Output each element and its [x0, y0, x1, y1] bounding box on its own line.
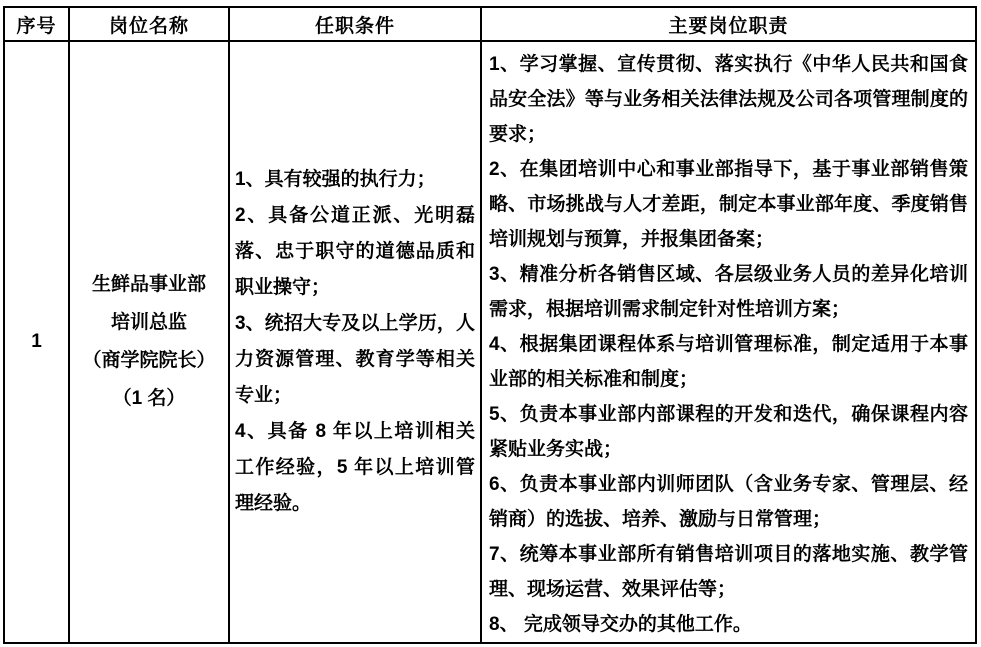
position-name-line: （1 名）	[112, 388, 186, 409]
qualification-item: 2、具备公道正派、光明磊落、忠于职守的道德品质和职业操守；	[235, 205, 475, 298]
cell-main-duties	[481, 41, 976, 643]
duty-item: 3、精准分析各销售区域、各层级业务人员的差异化培训需求，根据培训需求制定针对性培训方案；	[489, 264, 968, 320]
header-main-duties: 主要岗位职责	[481, 7, 976, 41]
job-position-table	[3, 6, 977, 644]
qualification-item: 3、统招大专及以上学历，人力资源管理、教育学等相关专业；	[235, 313, 475, 406]
header-qualifications: 任职条件	[229, 7, 481, 41]
cell-qualifications	[229, 41, 481, 643]
duty-item: 4、根据集团课程体系与培训管理标准，制定适用于本事业部的相关标准和制度；	[489, 334, 968, 390]
cell-position-name	[69, 41, 229, 643]
position-name-line: 生鲜品事业部	[91, 274, 206, 295]
position-name-line: （商学院院长）	[82, 350, 216, 371]
duty-item: 1、学习掌握、宣传贯彻、落实执行《中华人民共和国食品安全法》等与业务相关法律法规及公司各项管理制度的要求；	[489, 54, 968, 145]
duty-item: 2、在集团培训中心和事业部指导下，基于事业部销售策略、市场挑战与人才差距，制定本事业部年度、季度销售培训规划与预算，并报集团备案；	[489, 159, 968, 250]
duty-item: 8、 完成领导交办的其他工作。	[489, 614, 752, 635]
qualification-item: 1、具有较强的执行力；	[235, 169, 436, 190]
position-name-line: 培训总监	[110, 312, 187, 333]
duty-item: 5、负责本事业部内部课程的开发和迭代，确保课程内容紧贴业务实战；	[489, 404, 968, 460]
qualification-item: 4、具备 8 年以上培训相关工作经验，5 年以上培训管理经验。	[235, 421, 475, 514]
header-position-name: 岗位名称	[69, 7, 229, 41]
header-row	[4, 7, 976, 41]
duty-item: 6、负责本事业部内训师团队（含业务专家、管理层、经销商）的选拔、培养、激励与日常管理；	[489, 474, 968, 530]
duty-item: 7、统筹本事业部所有销售培训项目的落地实施、教学管理、现场运营、效果评估等；	[489, 544, 968, 600]
cell-serial-number: 1	[4, 41, 69, 643]
table-row	[4, 41, 976, 643]
header-serial-number: 序号	[4, 7, 69, 41]
